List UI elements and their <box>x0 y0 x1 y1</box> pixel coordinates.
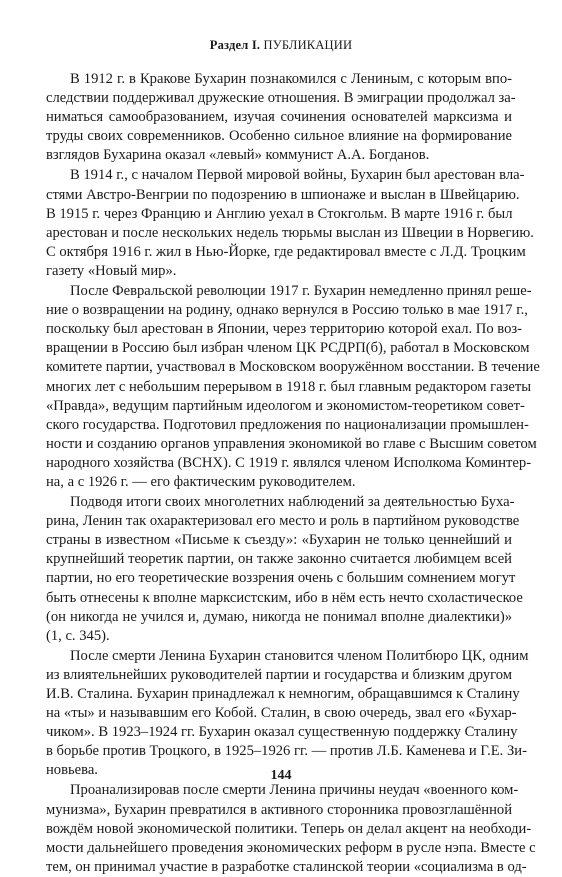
text-line: новьева. <box>46 762 98 779</box>
running-head <box>0 38 562 53</box>
text-line: ского государства. Подготовил предложения по национализации промышлен- <box>46 416 529 433</box>
text-line: Проанализировав после смерти Ленина причины неудач «военного ком- <box>70 782 519 799</box>
text-line: многих лет с небольшим перерывом в 1918 г. был главным редактором газеты <box>46 378 532 395</box>
text-line: мости дальнейшего проведения экономических реформ в русле нэпа. Вместе с <box>46 839 536 856</box>
paragraph <box>46 70 516 165</box>
body-text <box>46 70 540 877</box>
text-line: взглядов Бухарина оказал «левый» коммунист А.А. Богданов. <box>46 147 430 164</box>
text-line: партии, но его теоретические воззрения очень с большим сомнением могут <box>46 570 516 587</box>
paragraph <box>46 493 523 646</box>
text-line: «Правда», ведущим партийным идеологом и экономистом-теоретиком совет- <box>46 397 525 414</box>
text-line: В 1915 г. через Францию и Англию уехал в Стокгольм. В марте 1916 г. был <box>46 205 513 222</box>
text-line: вождём новой экономической политики. Теперь он делал акцент на необходи- <box>46 820 532 837</box>
paragraph <box>46 166 534 281</box>
text-line: народного хозяйства (ВСНХ). С 1919 г. являлся членом Исполкома Коминтер- <box>46 454 532 471</box>
text-line: поскольку был арестован в Японии, через территорию которой ехал. По воз- <box>46 321 522 338</box>
text-line: ности и созданию органов управления экономикой во главе с Высшим советом <box>46 435 537 452</box>
text-line: В 1914 г., с началом Первой мировой войны, Бухарин был арестован вла- <box>70 167 525 184</box>
paragraph <box>46 647 529 781</box>
text-line: быть отнесены к вполне марксистским, ибо в нём есть нечто схоластическое <box>46 589 523 606</box>
text-line: крупнейший теоретик партии, он также законно считается любимцем всей <box>46 551 512 568</box>
text-line: С октября 1916 г. жил в Нью-Йорке, где редактировал вместе с Л.Д. Троцким <box>46 243 526 260</box>
text-line: из влиятельнейших руководителей партии и государства и близким другом <box>46 666 512 683</box>
text-line: тем, он принимал участие в разработке сталинской теории «социализма в од- <box>46 858 527 875</box>
text-line: труды своих современников. Особенно сильное влияние на формирование <box>46 128 512 145</box>
text-line: газету «Новый мир». <box>46 262 177 279</box>
text-line: вращении в Россию был избран членом ЦК РСДРП(б), работал в Московском <box>46 340 530 357</box>
text-line: После Февральской революции 1917 г. Бухарин немедленно принял реше- <box>70 283 532 300</box>
section-title: ПУБЛИКАЦИИ <box>263 38 353 52</box>
text-line: следствии поддерживал дружеские отношения. В эмиграции продолжал за- <box>46 90 516 107</box>
text-line: страны в известном «Письме к съезду»: «Бухарин не только ценнейший и <box>46 532 512 549</box>
text-line: (он никогда не учился и, думаю, никогда не понимал вполне диалектики)» <box>46 608 512 625</box>
text-line: стями Австро-Венгрии по подозрению в шпионаже и выслан в Швейцарию. <box>46 186 520 203</box>
paragraph <box>46 781 536 876</box>
text-line: В 1912 г. в Кракове Бухарин познакомился с Лениным, с которым впо- <box>70 71 512 87</box>
paragraph <box>46 282 540 492</box>
text-line: на «ты» и называвшим его Кобой. Сталин, в свою очередь, звал его «Бухар- <box>46 705 517 722</box>
text-line: ние о возвращении на родину, однако вернулся в Россию только в мае 1917 г., <box>46 302 528 319</box>
text-line: Подводя итоги своих многолетних наблюдений за деятельностью Буха- <box>70 494 515 511</box>
section-label: Раздел I. <box>209 38 261 52</box>
text-line: чиком». В 1923–1924 гг. Бухарин оказал существенную поддержку Сталину <box>46 724 518 741</box>
text-line: арестован и после нескольких недель тюрьмы выслан из Швеции в Норвегию. <box>46 224 534 241</box>
text-line: (1, с. 345). <box>46 627 110 644</box>
text-line: мунизма», Бухарин превратился в активного сторонника провозглашённой <box>46 801 512 818</box>
text-line: комитете партии, участвовал в Московском вооружённом восстании. В течение <box>46 359 540 376</box>
text-line: После смерти Ленина Бухарин становится членом Политбюро ЦК, одним <box>70 647 529 664</box>
text-line: на, а с 1926 г. — его фактическим руководителем. <box>46 473 356 490</box>
text-line: в борьбе против Троцкого, в 1925–1926 гг. — против Л.Б. Каменева и Г.Е. Зи- <box>46 743 527 760</box>
text-line: ниматься самообразованием, изучая сочинения основателей марксизма и <box>46 109 512 126</box>
text-line: рина, Ленин так охарактеризовал его место и роль в партийном руководстве <box>46 513 520 530</box>
page-number: 144 <box>270 768 292 783</box>
text-line: И.В. Сталина. Бухарин принадлежал к немногим, обращавшимся к Сталину <box>46 686 520 702</box>
